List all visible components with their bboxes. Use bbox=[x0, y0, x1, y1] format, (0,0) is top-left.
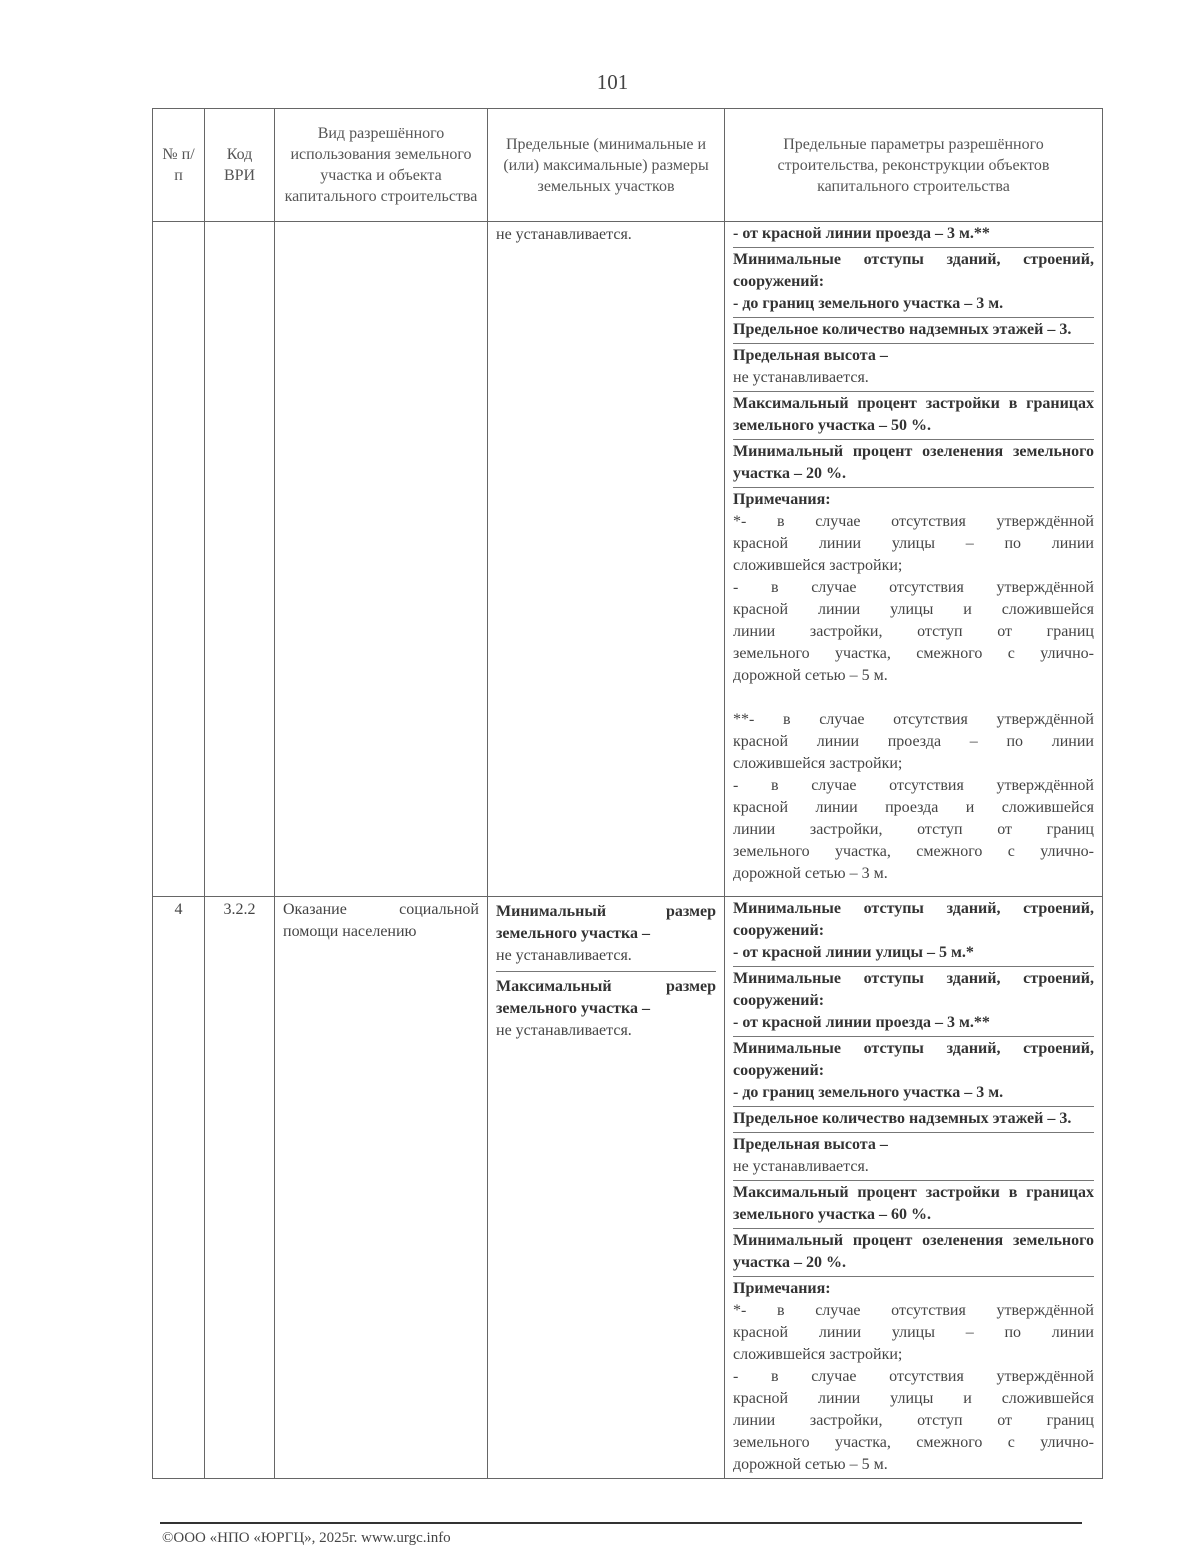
use-type-text: Оказание социальной помощи населению bbox=[283, 901, 479, 940]
cell-build-params bbox=[725, 897, 1103, 1479]
param-block bbox=[733, 392, 1094, 440]
cell-plot-sizes bbox=[488, 897, 725, 1479]
header-build-params: Предельные параметры разрешённого строительства, реконструкции объектов капитального строительства bbox=[725, 109, 1103, 222]
notes-title: Примечания: bbox=[733, 1280, 831, 1297]
note-line: *- в случае отсутствия утверждённой bbox=[733, 1302, 1094, 1319]
notes-title: Примечания: bbox=[733, 491, 831, 508]
param-text: Максимальный процент застройки в границах земельного участка – 60 %. bbox=[733, 1184, 1094, 1223]
param-block bbox=[733, 967, 1094, 1037]
notes-block bbox=[733, 1277, 1094, 1478]
header-plot-sizes: Предельные (минимальные и (или) максимальные) размеры земельных участков bbox=[488, 109, 725, 222]
size-text: не устанавливается. bbox=[496, 1022, 632, 1039]
param-text: Минимальный процент озеленения земельного участка – 20 %. bbox=[733, 443, 1094, 482]
param-heading: Минимальные отступы зданий, строений, сооружений: bbox=[733, 970, 1094, 1009]
param-block bbox=[733, 440, 1094, 488]
cell-code: 3.2.2 bbox=[205, 897, 275, 1479]
note-line: - в случае отсутствия утверждённой bbox=[733, 777, 1094, 794]
note-line: дорожной сетью – 3 м. bbox=[733, 865, 888, 882]
size-heading: Минимальный размер земельного участка – bbox=[496, 903, 716, 942]
size-block bbox=[496, 972, 716, 1046]
param-block bbox=[733, 1037, 1094, 1107]
note-line: - в случае отсутствия утверждённой bbox=[733, 579, 1094, 596]
cell-number bbox=[153, 222, 205, 897]
note-line: красной линии проезда и сложившейся bbox=[733, 799, 1094, 816]
param-text: - до границ земельного участка – 3 м. bbox=[733, 295, 1004, 312]
note-line: *- в случае отсутствия утверждённой bbox=[733, 513, 1094, 530]
note-line: красной линии улицы и сложившейся bbox=[733, 601, 1094, 618]
param-heading: Минимальные отступы зданий, строений, сооружений: bbox=[733, 900, 1094, 939]
param-text: Предельное количество надземных этажей – 3. bbox=[733, 1110, 1072, 1127]
note-line: **- в случае отсутствия утверждённой bbox=[733, 711, 1094, 728]
note-line: земельного участка, смежного с улично- bbox=[733, 843, 1094, 860]
regulations-table bbox=[152, 108, 1103, 1479]
param-block bbox=[733, 1229, 1094, 1277]
param-heading: Предельная высота – bbox=[733, 1136, 888, 1153]
note-line: земельного участка, смежного с улично- bbox=[733, 1434, 1094, 1451]
note-line: красной линии проезда – по линии bbox=[733, 733, 1094, 750]
cell-use-type bbox=[275, 222, 488, 897]
table-row bbox=[153, 897, 1103, 1479]
footer-divider bbox=[160, 1522, 1082, 1524]
param-text: не устанавливается. bbox=[733, 1158, 869, 1175]
size-text: не устанавливается. bbox=[496, 947, 632, 964]
param-text: - от красной линии проезда – 3 м.** bbox=[733, 225, 990, 242]
param-heading: Предельная высота – bbox=[733, 347, 888, 364]
size-text: не устанавливается. bbox=[496, 226, 632, 243]
size-block bbox=[496, 897, 716, 972]
note-line: сложившейся застройки; bbox=[733, 557, 903, 574]
param-text: не устанавливается. bbox=[733, 369, 869, 386]
param-block bbox=[733, 1133, 1094, 1181]
param-text: Минимальный процент озеленения земельного участка – 20 %. bbox=[733, 1232, 1094, 1271]
header-number: № п/п bbox=[153, 109, 205, 222]
param-block bbox=[733, 222, 1094, 248]
cell-code bbox=[205, 222, 275, 897]
note-line: земельного участка, смежного с улично- bbox=[733, 645, 1094, 662]
param-block bbox=[733, 897, 1094, 967]
cell-build-params bbox=[725, 222, 1103, 897]
cell-number: 4 bbox=[153, 897, 205, 1479]
note-line: красной линии улицы и сложившейся bbox=[733, 1390, 1094, 1407]
param-block bbox=[733, 344, 1094, 392]
param-text: Максимальный процент застройки в границах земельного участка – 50 %. bbox=[733, 395, 1094, 434]
param-block bbox=[733, 1107, 1094, 1133]
table-row bbox=[153, 222, 1103, 897]
param-block bbox=[733, 248, 1094, 318]
param-block bbox=[733, 318, 1094, 344]
note-line: линии застройки, отступ от границ bbox=[733, 1412, 1094, 1429]
note-line: дорожной сетью – 5 м. bbox=[733, 667, 888, 684]
param-text: - от красной линии улицы – 5 м.* bbox=[733, 944, 974, 961]
param-block bbox=[733, 1181, 1094, 1229]
header-use-type: Вид разрешённого использования земельного участка и объекта капитального строительства bbox=[275, 109, 488, 222]
note-line: сложившейся застройки; bbox=[733, 755, 903, 772]
note-line: красной линии улицы – по линии bbox=[733, 1324, 1094, 1341]
note-line: красной линии улицы – по линии bbox=[733, 535, 1094, 552]
footer-copyright: ©ООО «НПО «ЮРГЦ», 2025г. www.urgc.info bbox=[162, 1530, 451, 1546]
note-line: - в случае отсутствия утверждённой bbox=[733, 1368, 1094, 1385]
notes-block bbox=[733, 488, 1094, 887]
note-line: сложившейся застройки; bbox=[733, 1346, 903, 1363]
param-heading: Минимальные отступы зданий, строений, сооружений: bbox=[733, 251, 1094, 290]
cell-plot-sizes bbox=[488, 222, 725, 897]
param-heading: Минимальные отступы зданий, строений, сооружений: bbox=[733, 1040, 1094, 1079]
param-text: - от красной линии проезда – 3 м.** bbox=[733, 1014, 990, 1031]
cell-use-type bbox=[275, 897, 488, 1479]
note-line: линии застройки, отступ от границ bbox=[733, 623, 1094, 640]
note-line: дорожной сетью – 5 м. bbox=[733, 1456, 888, 1473]
size-heading: Максимальный размер земельного участка – bbox=[496, 978, 716, 1017]
param-text: - до границ земельного участка – 3 м. bbox=[733, 1084, 1004, 1101]
table-header-row bbox=[153, 109, 1103, 222]
param-text: Предельное количество надземных этажей – 3. bbox=[733, 321, 1072, 338]
header-code: Код ВРИ bbox=[205, 109, 275, 222]
page-number: 101 bbox=[596, 70, 629, 94]
note-line: линии застройки, отступ от границ bbox=[733, 821, 1094, 838]
